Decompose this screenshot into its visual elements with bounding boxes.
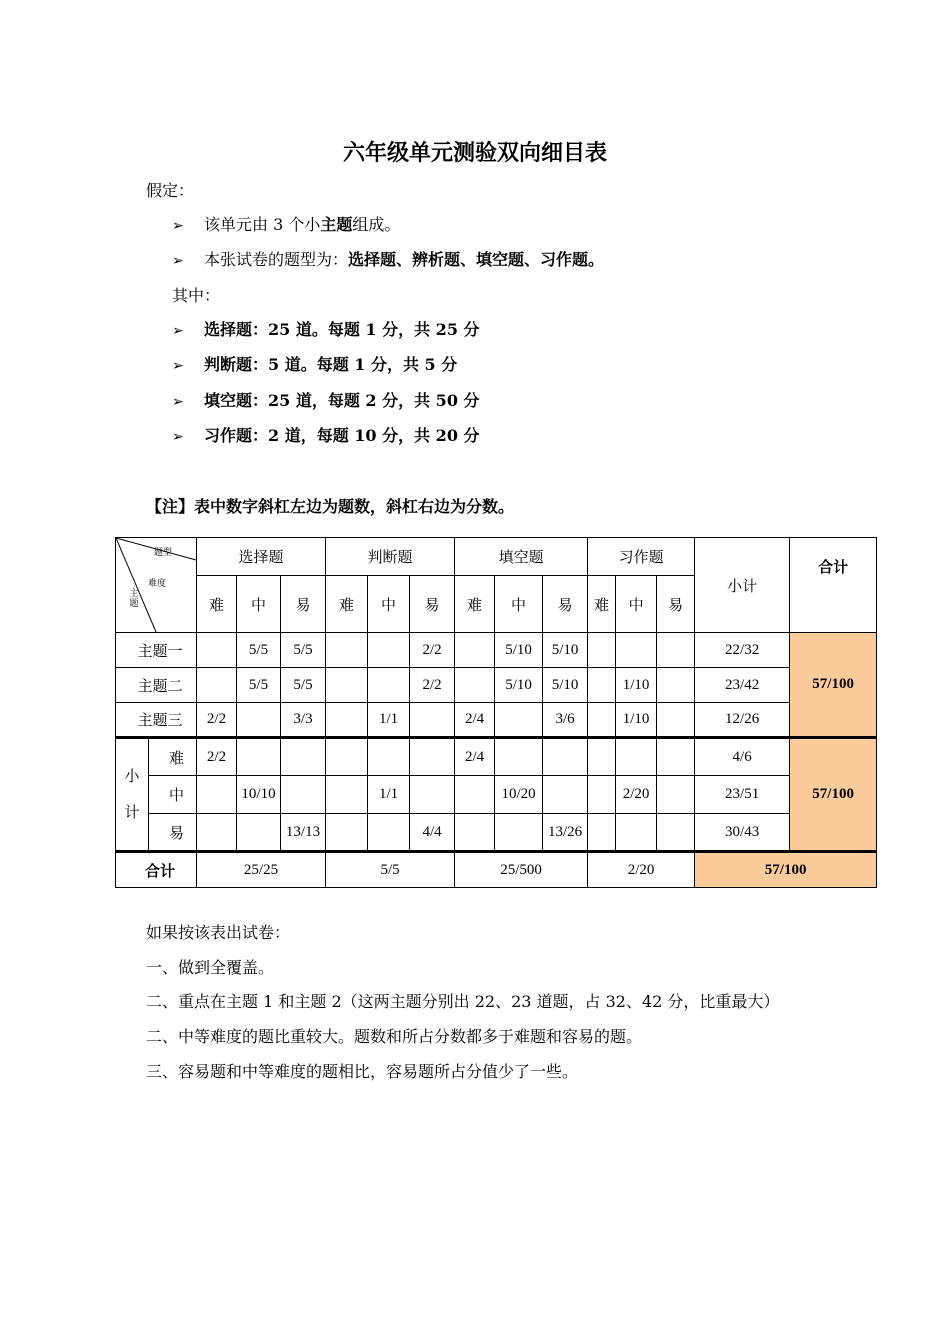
detail-text: 习作题：2 道，每题 10 分，共 20 分 <box>204 426 480 445</box>
score-cell <box>368 668 410 703</box>
bullet-types-bold: 选择题、辨析题、填空题、习作题。 <box>348 250 605 269</box>
type-header: 习作题 <box>588 538 695 576</box>
score-cell: 2/20 <box>616 776 657 814</box>
score-cell <box>657 814 695 852</box>
subtotal-side-char: 小 <box>124 768 140 785</box>
score-cell <box>410 703 455 738</box>
score-cell <box>410 776 455 814</box>
topic-label: 主题一 <box>116 633 197 668</box>
arrowhead-bullet-icon: ➢ <box>172 429 184 445</box>
total-type-value: 25/25 <box>197 852 326 888</box>
score-cell <box>237 703 281 738</box>
detail-item <box>172 423 480 446</box>
score-cell: 1/10 <box>616 668 657 703</box>
arrowhead-bullet-icon: ➢ <box>172 323 184 339</box>
difficulty-header: 难 <box>455 576 495 633</box>
difficulty-header: 难 <box>197 576 237 633</box>
topic-subtotal: 12/26 <box>695 703 790 738</box>
score-cell <box>237 738 281 776</box>
detail-text: 填空题：25 道，每题 2 分，共 50 分 <box>204 391 480 410</box>
detail-text: 选择题：25 道。每题 1 分，共 25 分 <box>204 320 480 339</box>
difficulty-header: 中 <box>368 576 410 633</box>
score-cell: 5/5 <box>237 633 281 668</box>
difficulty-subtotal: 30/43 <box>695 814 790 852</box>
score-cell <box>281 738 326 776</box>
difficulty-total: 57/100 <box>790 738 877 852</box>
subtotal-header: 小计 <box>695 538 790 633</box>
score-cell <box>237 814 281 852</box>
score-cell: 2/2 <box>410 633 455 668</box>
difficulty-subtotal: 23/51 <box>695 776 790 814</box>
score-cell: 1/10 <box>616 703 657 738</box>
difficulty-header: 中 <box>495 576 543 633</box>
difficulty-subtotal-row <box>116 814 877 852</box>
score-cell <box>495 738 543 776</box>
score-cell <box>455 814 495 852</box>
difficulty-header: 易 <box>281 576 326 633</box>
detail-item <box>172 317 480 340</box>
difficulty-label: 难 <box>149 738 197 776</box>
bullet-topics-post: 组成。 <box>352 215 401 234</box>
difficulty-label: 易 <box>149 814 197 852</box>
score-cell <box>588 776 616 814</box>
type-header: 选择题 <box>197 538 326 576</box>
score-cell: 2/2 <box>410 668 455 703</box>
score-cell: 13/13 <box>281 814 326 852</box>
score-cell: 5/10 <box>543 668 588 703</box>
score-cell: 5/5 <box>237 668 281 703</box>
corner-difficulty-label: 难度 <box>148 578 167 588</box>
score-cell: 5/10 <box>495 668 543 703</box>
difficulty-subtotal-row <box>116 738 877 776</box>
score-cell <box>281 776 326 814</box>
score-cell <box>326 738 368 776</box>
score-cell: 3/6 <box>543 703 588 738</box>
score-cell <box>326 703 368 738</box>
page-title: 六年级单元测验双向细目表 <box>342 141 607 166</box>
score-cell <box>326 633 368 668</box>
score-cell <box>616 738 657 776</box>
difficulty-header: 难 <box>588 576 616 633</box>
score-cell <box>197 814 237 852</box>
conclusion-line: 一、做到全覆盖。 <box>146 958 275 977</box>
score-cell <box>455 668 495 703</box>
score-cell: 2/4 <box>455 703 495 738</box>
total-type-value: 2/20 <box>588 852 695 888</box>
score-cell <box>588 738 616 776</box>
difficulty-header: 易 <box>410 576 455 633</box>
score-cell <box>455 776 495 814</box>
type-header: 填空题 <box>455 538 588 576</box>
difficulty-header: 易 <box>657 576 695 633</box>
assume-label: 假定： <box>146 181 195 200</box>
arrowhead-bullet-icon: ➢ <box>172 253 184 269</box>
bullet-types-pre: 本张试卷的题型为： <box>204 250 349 269</box>
bullet-topics-bold: 主题 <box>320 215 353 234</box>
table-note: 【注】表中数字斜杠左边为题数，斜杠右边为分数。 <box>146 497 515 516</box>
score-cell <box>657 738 695 776</box>
difficulty-header: 易 <box>543 576 588 633</box>
topic-label: 主题三 <box>116 703 197 738</box>
score-cell: 5/5 <box>281 668 326 703</box>
difficulty-header: 中 <box>616 576 657 633</box>
score-cell: 1/1 <box>368 776 410 814</box>
detail-item <box>172 388 480 411</box>
score-cell <box>588 668 616 703</box>
type-header: 判断题 <box>326 538 455 576</box>
total-type-value: 25/500 <box>455 852 588 888</box>
score-cell <box>197 633 237 668</box>
score-cell <box>657 633 695 668</box>
difficulty-subtotal-row <box>116 776 877 814</box>
arrowhead-bullet-icon: ➢ <box>172 218 184 234</box>
score-cell <box>543 738 588 776</box>
score-cell <box>495 814 543 852</box>
score-cell <box>588 633 616 668</box>
subtotal-side-char: 计 <box>124 804 140 821</box>
score-cell <box>616 633 657 668</box>
topic-row <box>116 668 877 703</box>
arrowhead-bullet-icon: ➢ <box>172 358 184 374</box>
corner-type-label: 题型 <box>154 547 173 557</box>
topics-total: 57/100 <box>790 633 877 738</box>
score-cell <box>368 738 410 776</box>
detail-text: 判断题：5 道。每题 1 分，共 5 分 <box>204 355 458 374</box>
score-cell: 5/5 <box>281 633 326 668</box>
score-cell <box>588 814 616 852</box>
score-cell: 2/2 <box>197 738 237 776</box>
score-cell <box>657 703 695 738</box>
score-cell: 4/4 <box>410 814 455 852</box>
difficulty-label: 中 <box>149 776 197 814</box>
bullet-types <box>172 247 604 270</box>
difficulty-header: 中 <box>237 576 281 633</box>
score-cell <box>410 738 455 776</box>
score-cell: 2/2 <box>197 703 237 738</box>
conclusion-line: 如果按该表出试卷： <box>146 923 291 942</box>
subtotal-side-label <box>116 738 149 852</box>
total-type-value: 5/5 <box>326 852 455 888</box>
topic-label: 主题二 <box>116 668 197 703</box>
score-cell: 5/10 <box>543 633 588 668</box>
among-label: 其中： <box>172 286 221 305</box>
grand-total: 57/100 <box>695 852 877 888</box>
score-cell <box>588 703 616 738</box>
total-header: 合计 <box>790 538 877 633</box>
score-cell: 13/26 <box>543 814 588 852</box>
difficulty-subtotal: 4/6 <box>695 738 790 776</box>
score-cell <box>495 703 543 738</box>
score-cell <box>616 814 657 852</box>
topic-subtotal: 23/42 <box>695 668 790 703</box>
topic-row <box>116 633 877 668</box>
conclusion-line: 三、容易题和中等难度的题相比，容易题所占分值少了一些。 <box>146 1062 579 1081</box>
score-cell <box>368 814 410 852</box>
score-cell <box>326 814 368 852</box>
score-cell <box>197 668 237 703</box>
corner-topic-label: 主题 <box>129 588 139 608</box>
score-cell <box>368 633 410 668</box>
topic-row <box>116 703 877 738</box>
score-cell: 1/1 <box>368 703 410 738</box>
difficulty-header: 难 <box>326 576 368 633</box>
score-cell <box>197 776 237 814</box>
arrowhead-bullet-icon: ➢ <box>172 394 184 410</box>
score-cell: 10/10 <box>237 776 281 814</box>
score-cell: 3/3 <box>281 703 326 738</box>
conclusion-line: 二、中等难度的题比重较大。题数和所占分数都多于难题和容易的题。 <box>146 1027 643 1046</box>
score-cell <box>326 668 368 703</box>
topic-subtotal: 22/32 <box>695 633 790 668</box>
score-cell: 5/10 <box>495 633 543 668</box>
detail-item <box>172 352 457 375</box>
conclusion-line: 二、重点在主题 1 和主题 2（这两主题分别出 22、23 道题，占 32、42 分，比重最大） <box>146 992 780 1011</box>
bullet-topics-pre: 该单元由 3 个小 <box>204 215 321 234</box>
score-cell <box>455 633 495 668</box>
corner-header <box>116 538 197 633</box>
specification-table <box>115 537 877 888</box>
score-cell <box>657 668 695 703</box>
score-cell <box>326 776 368 814</box>
score-cell <box>657 776 695 814</box>
score-cell: 10/20 <box>495 776 543 814</box>
total-row-label: 合计 <box>116 852 197 888</box>
bullet-topics <box>172 212 400 235</box>
score-cell: 2/4 <box>455 738 495 776</box>
score-cell <box>543 776 588 814</box>
total-row <box>116 852 877 888</box>
